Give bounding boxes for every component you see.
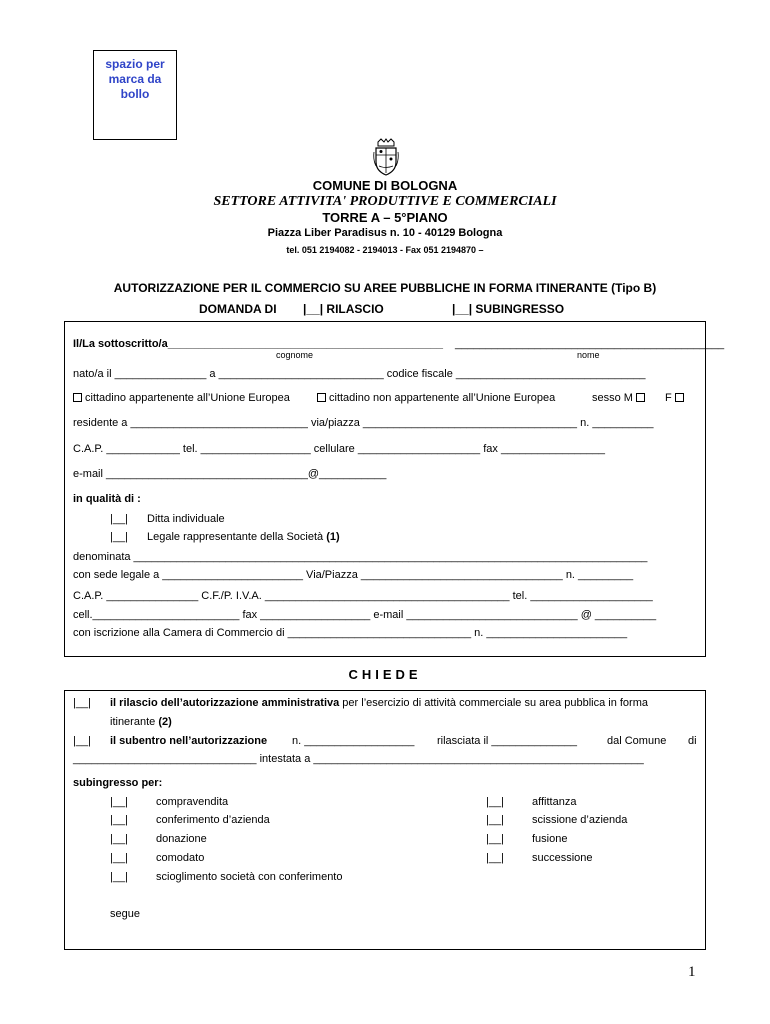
opt-conferimento-label: conferimento d’azienda <box>156 814 270 826</box>
takeover-date-field[interactable]: rilasciata il ______________ <box>437 735 578 747</box>
sex-m-option[interactable] <box>592 392 648 404</box>
release-itinerante: itinerante <box>110 716 156 728</box>
role-legal-rep-label <box>147 531 340 543</box>
opt-conferimento-checkbox[interactable]: |__| <box>110 814 128 826</box>
non-eu-checkbox[interactable] <box>317 393 326 402</box>
takeover-continuation[interactable]: ______________________________ intestata a ______________________________________________________ <box>73 753 644 765</box>
opt-scioglimento-label: scioglimento società con conferimento <box>156 871 343 883</box>
chamber-registration-line[interactable]: con iscrizione alla Camera di Commercio di ______________________________ n. _______________________ <box>73 627 628 639</box>
bologna-crest-icon <box>373 138 399 179</box>
signer-text: Il/La sottoscritto/a <box>73 338 168 350</box>
request-label: DOMANDA DI <box>199 302 277 316</box>
opt-fusione-checkbox[interactable]: |__| <box>486 833 504 845</box>
non-eu-citizen-option[interactable] <box>317 392 555 404</box>
stamp-label <box>94 57 176 102</box>
company-name-line[interactable]: denominata ____________________________________________________________________________________ <box>73 551 648 563</box>
signer-label <box>73 338 443 350</box>
role-individual-label: Ditta individuale <box>147 513 225 525</box>
opt-scissione-checkbox[interactable]: |__| <box>486 814 504 826</box>
stamp-line-1: spazio per <box>105 57 165 71</box>
stamp-line-2: marca da <box>108 72 162 86</box>
opt-scissione-label: scissione d’azienda <box>532 814 628 826</box>
note-2: (2) <box>158 716 172 728</box>
residence-line[interactable]: residente a _____________________________ via/piazza ___________________________________ n. __________ <box>73 417 654 429</box>
release-continuation <box>110 716 172 728</box>
request-rilascio[interactable]: |__| RILASCIO <box>303 302 384 316</box>
opt-successione-label: successione <box>532 852 593 864</box>
takeover-checkbox[interactable]: |__| <box>73 735 91 747</box>
note-1: (1) <box>326 531 340 543</box>
opt-compravendita-checkbox[interactable]: |__| <box>110 796 128 808</box>
segue-label: segue <box>110 908 140 920</box>
chiede-heading: CHIEDE <box>348 667 422 682</box>
opt-donazione-label: donazione <box>156 833 207 845</box>
opt-compravendita-label: compravendita <box>156 796 229 808</box>
eu-label: cittadino appartenente all’Unione Europea <box>85 392 290 404</box>
opt-comodato-checkbox[interactable]: |__| <box>110 852 128 864</box>
takeover-number-field[interactable]: n. __________________ <box>292 735 415 747</box>
release-checkbox[interactable]: |__| <box>73 697 91 709</box>
sex-f-label: F <box>665 392 672 404</box>
sex-f-checkbox[interactable] <box>675 393 684 402</box>
page-number: 1 <box>688 964 696 980</box>
sex-f-option[interactable] <box>665 392 687 404</box>
opt-comodato-label: comodato <box>156 852 205 864</box>
company-seat-line[interactable]: con sede legale a _______________________ Via/Piazza _________________________________ n. _________ <box>73 569 634 581</box>
birth-line[interactable]: nato/a il _______________ a ___________________________ codice fiscale _______________________________ <box>73 368 646 380</box>
company-cap-line[interactable]: C.A.P. _______________ C.F./P. I.V.A. ________________________________________ tel. ____________________ <box>73 590 653 602</box>
company-contact-line[interactable]: cell.________________________ fax __________________ e-mail ____________________________ @ __________ <box>73 609 657 621</box>
phone-fax: tel. 051 2194082 - 2194013 - Fax 051 2194870 – <box>286 245 484 255</box>
role-individual-checkbox[interactable]: |__| <box>110 513 128 525</box>
qualita-heading: in qualità di : <box>73 493 141 505</box>
org-name: COMUNE DI BOLOGNA <box>312 178 458 193</box>
eu-citizen-option[interactable] <box>73 392 290 404</box>
release-bold: il rilascio dell’autorizzazione amministrativa <box>110 697 340 709</box>
request-subingresso[interactable]: |__| SUBINGRESSO <box>452 302 565 316</box>
name-caption: nome <box>577 350 600 360</box>
sector-name: SETTORE ATTIVITA' PRODUTTIVE E COMMERCIALI <box>213 194 557 209</box>
email-line[interactable]: e-mail _________________________________@___________ <box>73 468 387 480</box>
release-text <box>110 697 648 709</box>
tower-floor: TORRE A – 5°PIANO <box>322 210 448 225</box>
takeover-di-label: di <box>688 735 697 747</box>
role-legal-rep-text: Legale rappresentante della Società <box>147 531 324 543</box>
opt-donazione-checkbox[interactable]: |__| <box>110 833 128 845</box>
surname-field[interactable]: _____________________________________________ <box>167 338 444 350</box>
takeover-municipality-label: dal Comune <box>607 735 667 747</box>
role-legal-rep-checkbox[interactable]: |__| <box>110 531 128 543</box>
release-rest: per l’esercizio di attività commerciale su area pubblica in forma <box>339 697 648 709</box>
non-eu-label: cittadino non appartenente all’Unione Europea <box>329 392 556 404</box>
subingresso-heading: subingresso per: <box>73 777 163 789</box>
form-title: AUTORIZZAZIONE PER IL COMMERCIO SU AREE PUBBLICHE IN FORMA ITINERANTE (Tipo B) <box>113 281 657 295</box>
surname-caption: cognome <box>276 350 314 360</box>
sex-m-checkbox[interactable] <box>636 393 645 402</box>
stamp-line-3: bollo <box>120 87 150 101</box>
opt-affittanza-label: affittanza <box>532 796 577 808</box>
contact-line[interactable]: C.A.P. ____________ tel. __________________ cellulare ____________________ fax _________________ <box>73 443 605 455</box>
stamp-box <box>93 50 177 140</box>
opt-successione-checkbox[interactable]: |__| <box>486 852 504 864</box>
name-field[interactable]: ____________________________________________ <box>455 338 725 350</box>
takeover-label: il subentro nell’autorizzazione <box>110 735 268 747</box>
opt-affittanza-checkbox[interactable]: |__| <box>486 796 504 808</box>
opt-fusione-label: fusione <box>532 833 568 845</box>
address: Piazza Liber Paradisus n. 10 - 40129 Bologna <box>267 227 503 239</box>
eu-checkbox[interactable] <box>73 393 82 402</box>
opt-scioglimento-checkbox[interactable]: |__| <box>110 871 128 883</box>
sex-label: sesso M <box>592 392 633 404</box>
